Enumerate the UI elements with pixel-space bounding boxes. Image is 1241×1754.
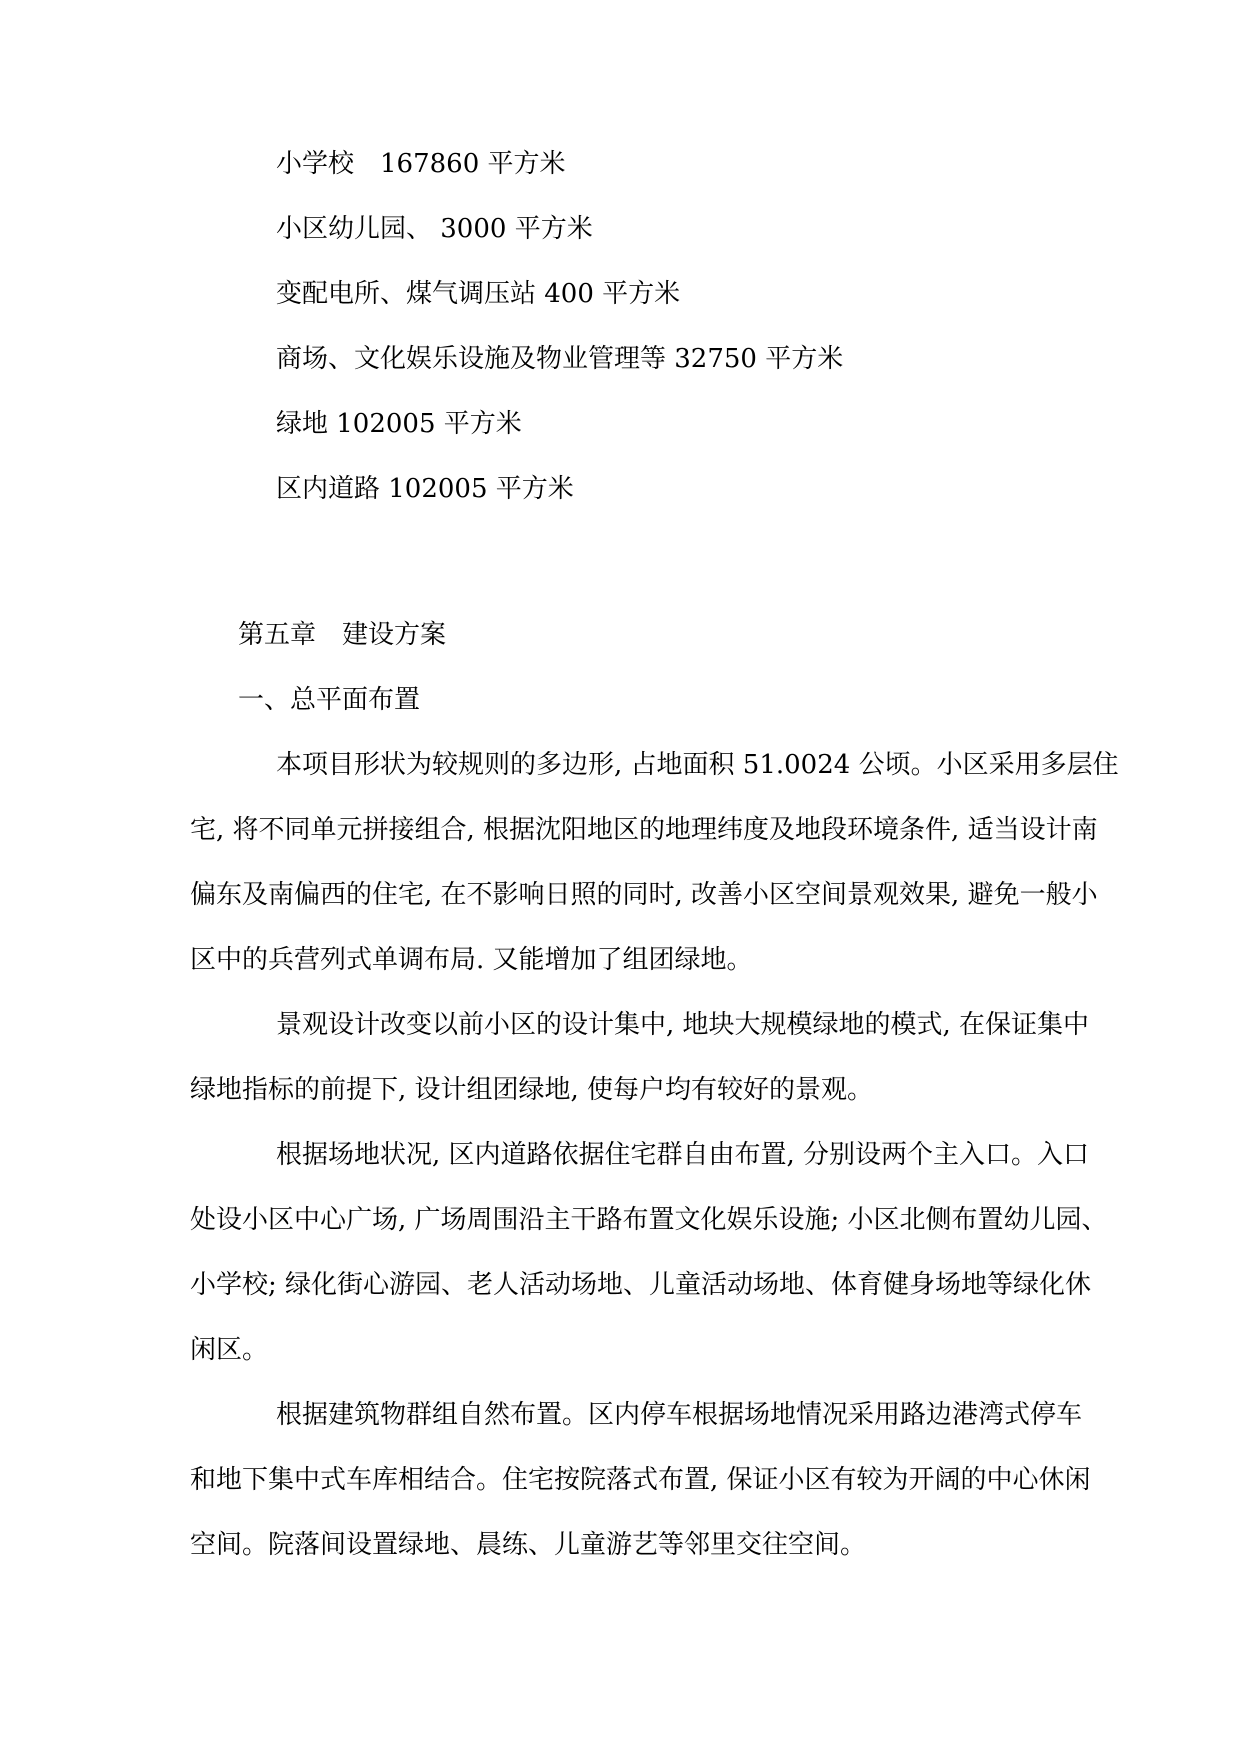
paragraph-4-line-3: 空间。院落间设置绿地、晨练、儿童游艺等邻里交往空间。 <box>190 1530 867 1560</box>
paragraph-1-line-4: 区中的兵营列式单调布局. 又能增加了组团绿地。 <box>190 945 753 975</box>
paragraph-3-line-3: 小学校; 绿化街心游园、老人活动场地、儿童活动场地、体育健身场地等绿化休 <box>190 1270 1092 1300</box>
area-item-commercial: 商场、文化娱乐设施及物业管理等 32750 平方米 <box>276 344 844 374</box>
paragraph-3-line-4: 闲区。 <box>190 1335 269 1365</box>
area-item-green-space: 绿地 102005 平方米 <box>276 409 522 439</box>
paragraph-1-line-3: 偏东及南偏西的住宅, 在不影响日照的同时, 改善小区空间景观效果, 避免一般小 <box>190 880 1098 910</box>
area-item-roads: 区内道路 102005 平方米 <box>276 474 574 504</box>
paragraph-4-line-1: 根据建筑物群组自然布置。区内停车根据场地情况采用路边港湾式停车 <box>276 1400 1083 1430</box>
section-title: 一、总平面布置 <box>238 685 421 715</box>
paragraph-1-line-1: 本项目形状为较规则的多边形, 占地面积 51.0024 公顷。小区采用多层住 <box>276 750 1119 780</box>
chapter-title: 第五章 建设方案 <box>238 620 447 650</box>
paragraph-2-line-1: 景观设计改变以前小区的设计集中, 地块大规模绿地的模式, 在保证集中 <box>276 1010 1090 1040</box>
paragraph-2-line-2: 绿地指标的前提下, 设计组团绿地, 使每户均有较好的景观。 <box>190 1075 874 1105</box>
paragraph-4-line-2: 和地下集中式车库相结合。住宅按院落式布置, 保证小区有较为开阔的中心休闲 <box>190 1465 1091 1495</box>
paragraph-3-line-2: 处设小区中心广场, 广场周围沿主干路布置文化娱乐设施; 小区北侧布置幼儿园、 <box>190 1205 1108 1235</box>
area-item-primary-school: 小学校 167860 平方米 <box>276 149 566 179</box>
paragraph-1-line-2: 宅, 将不同单元拼接组合, 根据沈阳地区的地理纬度及地段环境条件, 适当设计南 <box>190 815 1098 845</box>
area-item-kindergarten: 小区幼儿园、 3000 平方米 <box>276 214 593 244</box>
paragraph-3-line-1: 根据场地状况, 区内道路依据住宅群自由布置, 分别设两个主入口。入口 <box>276 1140 1090 1170</box>
area-item-substation: 变配电所、煤气调压站 400 平方米 <box>276 279 681 309</box>
